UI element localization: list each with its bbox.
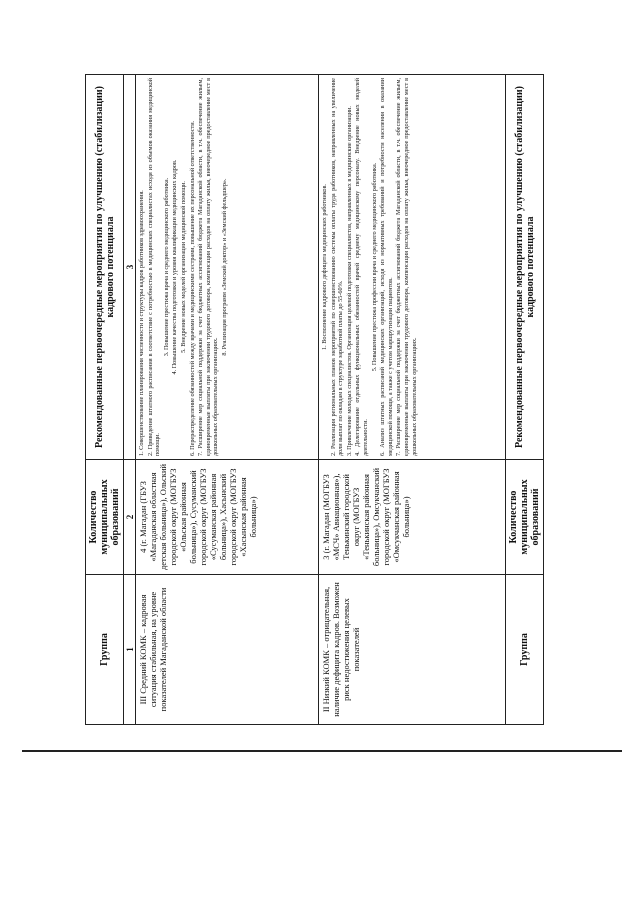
measures-table bbox=[85, 74, 544, 725]
header-recommended: Рекомендованные первоочередные мероприятия по улучшению (стабилизации) кадрового потенциала bbox=[86, 75, 124, 460]
measure-item: 8. Реализация программ «Земский доктор» и «Земский фельдшер». bbox=[220, 178, 228, 356]
count-cell: 3 (г. Магадан (МОГБУЗ «МСЧ» Авиационная»), Тенькинский городской округ (МОГБУЗ «Тенькинская районная больница»), Омсукчанский городской округ (МОГБУЗ «Омсукчанская районная больница») bbox=[319, 460, 506, 575]
repeat-header-recommended: Рекомендованные первоочередные мероприятия по улучшению (стабилизации) кадрового потенциала bbox=[506, 75, 544, 460]
measure-item: 5. Внедрение новых моделей организации медицинской помощи. bbox=[179, 181, 187, 353]
measure-item: 1. Совершенствование планирования численности и структуры кадров работников здравоохранения. bbox=[138, 190, 145, 456]
col-number: 2 bbox=[124, 460, 136, 575]
measure-item: 7. Расширение мер социальной поддержки за счет бюджетных ассигнований бюджета Магаданской области, в т.ч. обеспечение жильем, единовременные выплаты при заключении трудового договора, компенсация расходов на оплату жилья, внеочередное предоставление мест в дошкольных образовательных организациях. bbox=[197, 78, 220, 456]
measure-item: 6. Анализ штатных расписаний медицинских организаций, исходя из нормативных требований и потребности населения в оказании медицинской помощи, а также с учетом маршрутизации пациентов. bbox=[379, 78, 394, 456]
measure-item: 3. Привлечение молодых специалистов. Организация целевой подготовки специалистов, направленных в медицинские организации. bbox=[345, 106, 353, 456]
table-row bbox=[136, 75, 319, 725]
measure-item: 5. Повышение престижа профессии врача и среднего медицинского работника. bbox=[370, 162, 378, 372]
page-divider-line bbox=[22, 750, 622, 752]
measure-item: 7. Расширение мер социальной поддержки за счет бюджетных ассигнований бюджета Магаданской области, в т.ч. обеспечение жильем, единовременные выплаты при заключении трудового договора, компенсация расходов на оплату жилья, внеочередное предоставление мест в дошкольных образовательных организациях. bbox=[395, 78, 418, 456]
measures-cell bbox=[136, 75, 319, 460]
measure-item: 3. Повышение престижа врача и среднего медицинского работника. bbox=[162, 177, 170, 357]
group-cell: III Средний КОМК – кадровая ситуация стабильная, на уровне показателей Магаданской области bbox=[136, 575, 319, 725]
col-number: 1 bbox=[124, 575, 136, 725]
count-cell: 4 (г. Магадан (ГБУЗ «Магаданская областная детская больница»), Ольский городской округ (МОГБУЗ «Ольская районная больница»), Сусуманский городской округ (МОГБУЗ «Сусуманская районная больница»), Хасынский городской округ (МОГБУЗ «Хасынская районная больница») bbox=[136, 460, 319, 575]
measure-item: 6. Перераспределение обязанностей между врачами и медицинскими сестрами, повышение их персональной ответственности. bbox=[188, 120, 196, 456]
measure-item: 2. Приведение штатного расписания в соответствие с потребностью в медицинских специалистах исходя из объемов оказания медицинской помощи. bbox=[146, 78, 162, 456]
repeat-header-row bbox=[506, 75, 544, 725]
table-row bbox=[319, 75, 506, 725]
repeat-header-group: Группа bbox=[506, 575, 544, 725]
measure-item: 2. Реализация региональных планов мероприятий по совершенствованию системы оплаты труда работников, направленных на увеличение доли выплат по окладам в структуре заработной платы до 55-60%. bbox=[329, 78, 345, 456]
measure-item: 4. Делегирование отдельных функциональных обязанностей врачей среднему медицинскому персоналу. Внедрение новых моделей деятельности. bbox=[354, 78, 369, 456]
rotated-table-sheet bbox=[85, 75, 541, 725]
measures-cell bbox=[319, 75, 506, 460]
header-group: Группа bbox=[86, 575, 124, 725]
measure-item: 4. Повышение качества подготовки и уровня квалификации медицинских кадров. bbox=[171, 159, 179, 375]
column-number-row bbox=[124, 75, 136, 725]
table-header-row bbox=[86, 75, 124, 725]
group-cell: II Низкий КОМК – отрицательная, наличие дефицита кадров. Возможен риск недостижения целевых показателей bbox=[319, 575, 506, 725]
col-number: 3 bbox=[124, 75, 136, 460]
measure-item: 1. Восполнение кадрового дефицита медицинских работников. bbox=[321, 184, 328, 350]
repeat-header-count: Количество муниципальных образований bbox=[506, 460, 544, 575]
header-count: Количество муниципальных образований bbox=[86, 460, 124, 575]
